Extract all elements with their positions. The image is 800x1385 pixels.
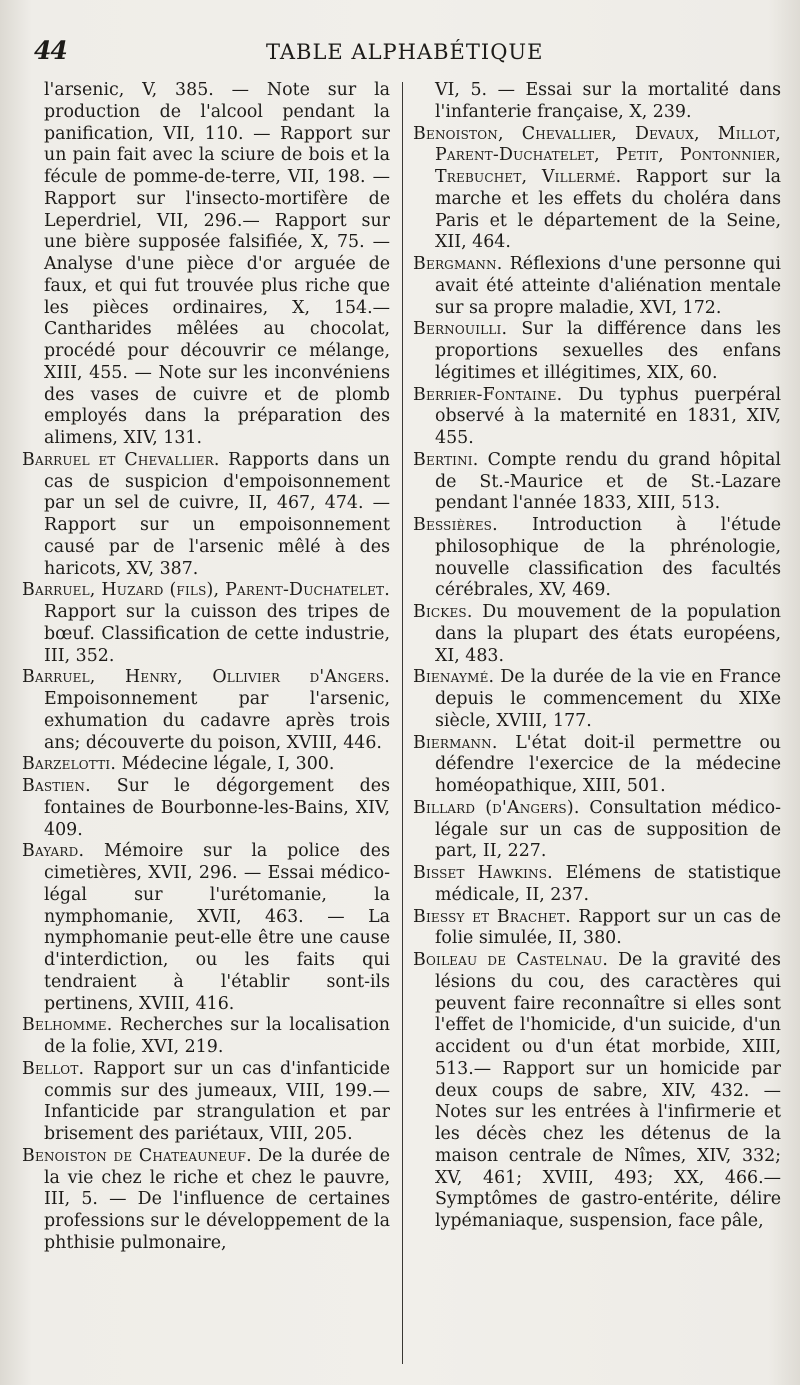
entry-text: L'état doit-il permettre ou défendre l'exercice de la médecine homéopathique, XIII, 501. [435, 732, 781, 796]
index-entry [413, 385, 781, 450]
index-entry [22, 754, 390, 776]
entry-text: Rapport sur la marche et les effets du choléra dans Paris et le département de la Seine, XII, 464. [435, 167, 781, 253]
index-entry [22, 667, 390, 754]
right-column [413, 80, 781, 1370]
index-entry [413, 798, 781, 863]
entry-text: Sur la différence dans les proportions sexuelles des enfans légitimes et illégitimes, XIX, 60. [435, 319, 781, 383]
index-entry [22, 841, 390, 1015]
index-entry [413, 667, 781, 732]
author-name: Barzelotti. [22, 754, 117, 775]
author-name: Bellot. [22, 1058, 85, 1079]
index-entry [22, 1015, 390, 1059]
author-name: Barruel, Huzard (fils), Parent-Duchatelet. [22, 580, 390, 601]
entry-text: Elémens de statistique médicale, II, 237. [435, 863, 781, 905]
running-title: TABLE ALPHABÉTIQUE [266, 40, 544, 64]
entry-text: De la durée de la vie chez le riche et chez le pauvre, III, 5. — De l'influence de certaines professions sur le développement de la phthisie pulmonaire, [44, 1145, 390, 1253]
author-name: Billard (d'Angers). [413, 797, 580, 818]
index-entry [413, 907, 781, 951]
entry-text: Consultation médico-légale sur un cas de supposition de part, II, 227. [435, 797, 781, 862]
index-entry [413, 450, 781, 515]
author-name: Biessy et Brachet. [413, 906, 571, 927]
entry-text: Rapport sur un cas de folie simulée, II, 380. [435, 906, 781, 949]
index-entry [413, 254, 781, 319]
index-entry [413, 124, 781, 255]
author-name: Barruel et Chevallier. [22, 449, 220, 470]
author-name: Bergmann. [413, 254, 503, 274]
author-name: Bienaymé. [413, 667, 495, 688]
entry-text: Rapports dans un cas de suspicion d'empoisonnement par un sel de cuivre, II, 467, 474. — Rapport sur un empoisonnement causé par de l'arsenic mêlé à des haricots, XV, 387. [44, 449, 390, 579]
index-entry [413, 950, 781, 1233]
entry-text: Recherches sur la localisation de la folie, XVI, 219. [44, 1015, 390, 1057]
entry-text: Sur le dégorgement des fontaines de Bourbonne-les-Bains, XIV, 409. [44, 776, 390, 840]
author-name: Biermann. [413, 732, 498, 753]
index-entry [22, 450, 390, 581]
entry-text: Compte rendu du grand hôpital de St.-Maurice et de St.-Lazare pendant l'année 1833, XIII, 513. [435, 449, 781, 514]
entry-text: De la gravité des lésions du cou, des caractères qui peuvent faire reconnaître si elles sont l'effet de l'homicide, d'un suicide, d'un accident ou d'un état morbide, XIII, 513.— Rapport sur un homicide par deux coups de sabre, XIV, 432. — Notes sur les entrées à l'infirmerie et les décès chez les détenus de la maison centrale de Nîmes, XIV, 332; XV, 461; XVIII, 493; XX, 466.— Symptômes de gastro-entérite, délire lypémaniaque, suspension, face pâle, [435, 950, 781, 1231]
column-divider [402, 82, 403, 1364]
index-entry [413, 515, 781, 602]
author-name: Bessières. [413, 515, 498, 535]
author-name: Berrier-Fontaine. [413, 384, 563, 405]
author-name: Bertini. [413, 449, 479, 470]
author-name: Boileau de Castelnau. [413, 950, 609, 970]
entry-text: Médecine légale, I, 300. [121, 754, 335, 775]
index-entry [413, 80, 781, 124]
index-entry [22, 776, 390, 841]
entry-text: De la durée de la vie en France depuis le commencement du XIXe siècle, XVIII, 177. [435, 667, 781, 731]
index-entry [413, 863, 781, 907]
index-entry [22, 580, 390, 667]
index-entry [22, 80, 390, 450]
page-header [34, 36, 774, 70]
entry-text: l'arsenic, V, 385. — Note sur la production de l'alcool pendant la panification, VII, 110. — Rapport sur un pain fait avec la sciure de bois et la fécule de pomme-de-terre, VII, 198. — Rapport sur l'insecto-mortifère de Leperdriel, VII, 296.— Rapport sur une bière supposée falsifiée, X, 75. — Analyse d'une pièce d'or arguée de faux, et qui fut trouvée plus riche que les pièces ordinaires, X, 154.—Cantharides mêlées au chocolat, procédé pour découvrir ce mélange, XIII, 455. — Note sur les inconvéniens des vases de cuivre et de plomb employés dans la préparation des alimens, XIV, 131. [44, 80, 390, 448]
author-name: Bayard. [22, 841, 85, 862]
entry-text: Empoisonnement par l'arsenic, exhumation du cadavre après trois ans; découverte du poison, XVIII, 446. [44, 689, 390, 753]
left-column [22, 80, 390, 1370]
index-entry [22, 1059, 390, 1146]
index-entry [22, 1146, 390, 1255]
author-name: Bernouilli. [413, 319, 508, 340]
entry-text: Rapport sur la cuisson des tripes de bœuf. Classification de cette industrie, III, 352. [44, 602, 390, 666]
entry-text: Du mouvement de la population dans la plupart des états européens, XI, 483. [435, 602, 781, 666]
index-entry [413, 319, 781, 384]
entry-text: Mémoire sur la police des cimetières, XVII, 296. — Essai médico-légal sur l'urétomanie, la nymphomanie, XVII, 463. — La nymphomanie peut-elle être une cause d'interdiction, ou les faits qui tendraient à l'établir sont-ils pertinens, XVIII, 416. [44, 841, 390, 1014]
author-name: Belhomme. [22, 1015, 113, 1036]
entry-text: Rapport sur un cas d'infanticide commis sur des jumeaux, VIII, 199.— Infanticide par strangulation et par brisement des pariétaux, VIII, 205. [44, 1058, 390, 1144]
author-name: Benoiston, Chevallier, Devaux, Millot, Parent-Duchatelet, Petit, Pontonnier, Trebuchet, Villermé. [413, 123, 781, 187]
entry-text: Réflexions d'une personne qui avait été atteinte d'aliénation mentale sur sa propre maladie, XVI, 172. [435, 254, 781, 318]
entry-text: Introduction à l'étude philosophique de la phrénologie, nouvelle classification des facultés cérébrales, XV, 469. [435, 515, 781, 601]
index-entry [413, 733, 781, 798]
page-number: 44 [34, 36, 67, 65]
index-entry [413, 602, 781, 667]
entry-text: Du typhus puerpéral observé à la maternité en 1831, XIV, 455. [435, 384, 781, 448]
author-name: Bickes. [413, 602, 473, 622]
entry-text: VI, 5. — Essai sur la mortalité dans l'infanterie française, X, 239. [435, 80, 781, 122]
author-name: Benoiston de Chateauneuf. [22, 1145, 252, 1166]
author-name: Barruel, Henry, Ollivier d'Angers. [22, 667, 390, 688]
author-name: Bisset Hawkins. [413, 863, 553, 883]
author-name: Bastien. [22, 776, 91, 796]
